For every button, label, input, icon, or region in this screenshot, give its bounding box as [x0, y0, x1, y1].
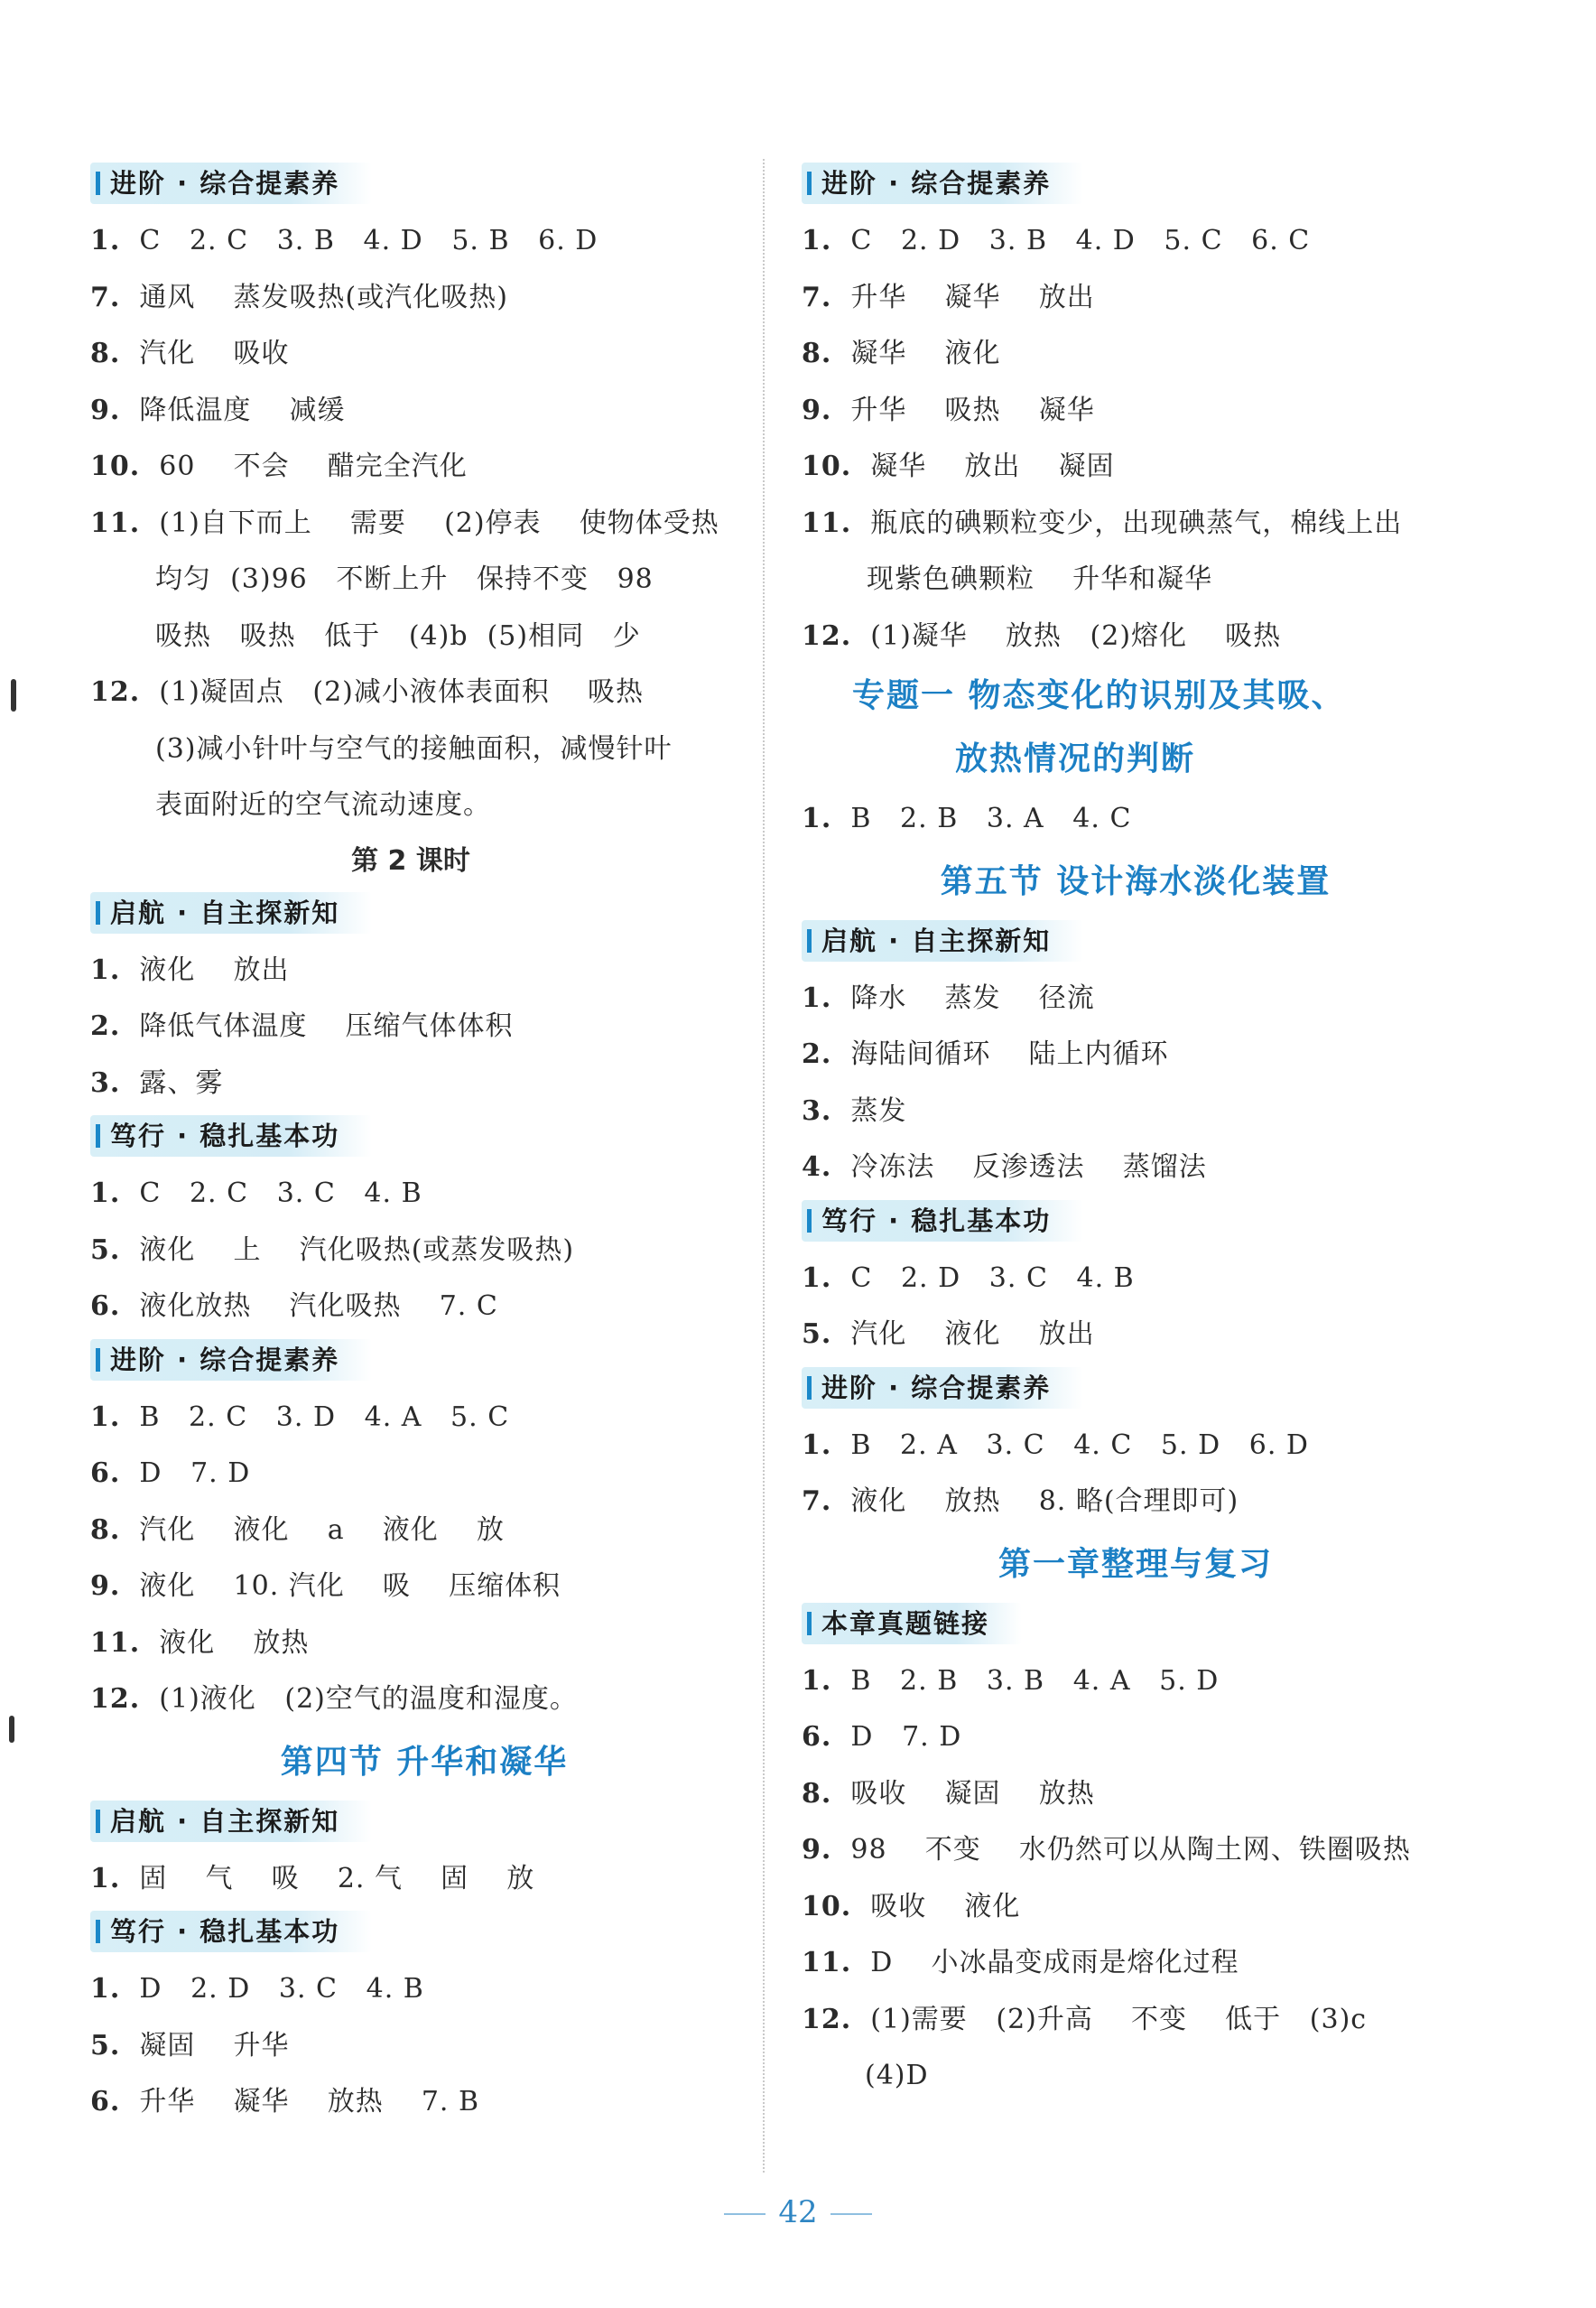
question-number: 1.: [802, 225, 832, 256]
question-number: 1.: [802, 803, 832, 834]
question-number: 1.: [802, 1261, 832, 1294]
answer-text: 液化 上 汽化吸热(或蒸发吸热): [139, 1233, 575, 1266]
answer-line: [802, 1935, 1470, 1992]
answer-text: 凝固 升华: [139, 2029, 290, 2061]
answer-line: [90, 1056, 758, 1112]
answer-text: 升华 凝华 放热 7. B: [139, 2086, 480, 2117]
answer-text: D 7. D: [850, 1721, 962, 1753]
answer-text: 降低温度 减缓: [139, 394, 346, 426]
left-column: [90, 159, 758, 2131]
answer-text: 冷冻法 反渗透法 蒸馏法: [850, 1151, 1207, 1183]
question-number: 1.: [802, 1664, 832, 1697]
question-number: 8.: [90, 338, 121, 369]
answer-text: C 2. D 3. C 4. B: [850, 1261, 1135, 1294]
question-number: 1.: [802, 1429, 832, 1461]
section-heading: 第五节 设计海水淡化装置: [940, 862, 1332, 900]
page-number-value: 42: [778, 2194, 818, 2230]
answer-line: [802, 1140, 1470, 1196]
answer-line: [90, 1166, 758, 1223]
question-number: 3.: [90, 1066, 121, 1099]
section-tag: 本章真题链接: [802, 1603, 1022, 1644]
topic-heading-line2: 放热情况的判断: [955, 740, 1196, 777]
answer-text: 凝华 液化: [850, 338, 1001, 369]
answer-continuation: 吸热 吸热 低于 (4)b (5)相同 少: [155, 619, 641, 652]
answer-text: 液化 放热 8. 略(合理即可): [850, 1485, 1239, 1517]
question-number: 9.: [90, 1570, 121, 1602]
answer-text: 液化 放热: [159, 1626, 310, 1659]
question-number: 8.: [802, 338, 832, 369]
answer-text: 汽化 吸收: [139, 338, 290, 369]
answer-text: (1)液化 (2)空气的温度和湿度。: [159, 1683, 578, 1715]
answer-text: (1)凝华 放热 (2)熔化 吸热: [870, 619, 1282, 652]
question-number: 12.: [90, 676, 141, 708]
question-number: 11.: [90, 1626, 141, 1659]
answer-text: 汽化 液化 a 液化 放: [139, 1513, 505, 1546]
topic-heading-line1: 专题一 物态变化的识别及其吸、: [852, 677, 1346, 714]
answer-line: [90, 1446, 758, 1503]
answer-line: [90, 496, 758, 553]
section-heading: 第四节 升华和凝华: [280, 1743, 569, 1781]
answer-line: [802, 1307, 1470, 1363]
answer-line: [90, 326, 758, 383]
answer-line: [90, 1961, 758, 2018]
answer-text: B 2. B 3. A 4. C: [850, 803, 1132, 834]
answer-continuation: (3)减小针叶与空气的接触面积，减慢针叶: [155, 732, 673, 765]
answer-text: 露、雾: [139, 1066, 224, 1099]
question-number: 11.: [802, 1947, 852, 1978]
answer-line: [802, 1418, 1470, 1475]
answer-line: [802, 213, 1470, 270]
answer-line: [90, 1671, 758, 1728]
answer-line: [802, 971, 1470, 1028]
question-number: 2.: [802, 1038, 832, 1070]
section-tag: 启航 · 自主探新知: [802, 920, 1083, 962]
section-tag: 笃行 · 稳扎基本功: [802, 1200, 1083, 1242]
answer-line: [802, 1766, 1470, 1823]
answer-line: [802, 1084, 1470, 1140]
answer-continuation: (4)D: [865, 2060, 929, 2091]
answer-line: [90, 665, 758, 721]
question-number: 6.: [90, 2086, 121, 2117]
dash-left: [724, 2213, 766, 2215]
answer-line: [90, 1390, 758, 1447]
answer-line: [90, 2074, 758, 2131]
answer-text: C 2. C 3. B 4. D 5. B 6. D: [139, 225, 598, 256]
answer-line: [802, 1709, 1470, 1766]
answer-line: [90, 1223, 758, 1280]
answer-text: B 2. C 3. D 4. A 5. C: [139, 1401, 510, 1433]
section-tag: 启航 · 自主探新知: [90, 1801, 372, 1842]
answer-line: [90, 943, 758, 1000]
answer-text: 通风 蒸发吸热(或汽化吸热): [139, 281, 508, 313]
question-number: 5.: [90, 1233, 121, 1266]
answer-line: [802, 1879, 1470, 1936]
answer-line: [90, 270, 758, 327]
question-number: 7.: [802, 1485, 832, 1517]
question-number: 11.: [90, 507, 141, 539]
answer-text: (1)凝固点 (2)减小液体表面积 吸热: [159, 676, 645, 708]
answer-text: 吸收 凝固 放热: [850, 1777, 1095, 1810]
question-number: 3.: [802, 1094, 832, 1127]
answer-line: [802, 1251, 1470, 1308]
question-number: 8.: [90, 1513, 121, 1546]
answer-line: [802, 1822, 1470, 1879]
answer-line: [90, 1559, 758, 1615]
answer-line: [90, 1615, 758, 1672]
question-number: 1.: [90, 954, 121, 986]
question-number: 12.: [802, 2003, 852, 2035]
answer-text: 降水 蒸发 径流: [850, 982, 1095, 1014]
answer-text: 升华 吸热 凝华: [850, 394, 1095, 426]
question-number: 4.: [802, 1151, 832, 1183]
answer-text: (1)自下而上 需要 (2)停表 使物体受热: [159, 507, 719, 539]
answer-text: 液化 10. 汽化 吸 压缩体积: [139, 1570, 561, 1602]
answer-text: 降低气体温度 压缩气体体积: [139, 1010, 514, 1042]
answer-text: 98 不变 水仍然可以从陶土网、铁圈吸热: [850, 1834, 1411, 1866]
answer-line: [802, 1653, 1470, 1710]
question-number: 7.: [802, 281, 832, 313]
answer-text: B 2. B 3. B 4. A 5. D: [850, 1664, 1220, 1697]
answer-line: [90, 1279, 758, 1335]
question-number: 12.: [90, 1683, 141, 1715]
question-number: 1.: [90, 1973, 121, 2005]
answer-continuation: 表面附近的空气流动速度。: [155, 789, 491, 821]
page-number: [0, 2194, 1596, 2230]
answer-continuation: 均匀 (3)96 不断上升 保持不变 98: [155, 563, 654, 595]
scan-mark: [11, 679, 16, 712]
answer-line: [802, 496, 1470, 553]
right-column: [802, 159, 1470, 2105]
question-number: 5.: [802, 1318, 832, 1350]
question-number: 2.: [90, 1010, 121, 1042]
question-number: 1.: [90, 1862, 121, 1894]
section-tag: 进阶 · 综合提素养: [90, 163, 372, 204]
answer-text: 升华 凝华 放出: [850, 281, 1095, 313]
dash-right: [830, 2213, 872, 2215]
section-tag: 笃行 · 稳扎基本功: [90, 1115, 372, 1157]
question-number: 9.: [802, 1834, 832, 1866]
question-number: 1.: [802, 982, 832, 1014]
section-tag: 笃行 · 稳扎基本功: [90, 1911, 372, 1952]
answer-text: 海陆间循环 陆上内循环: [850, 1038, 1169, 1070]
answer-text: D 小冰晶变成雨是熔化过程: [870, 1947, 1239, 1978]
question-number: 6.: [90, 1290, 121, 1322]
answer-line: [90, 2018, 758, 2075]
question-number: 1.: [90, 1177, 121, 1209]
answer-line: [90, 1503, 758, 1559]
question-number: 6.: [90, 1457, 121, 1489]
answer-text: 固 气 吸 2. 气 固 放: [139, 1862, 535, 1894]
answer-line: [802, 383, 1470, 440]
question-number: 10.: [802, 1890, 852, 1922]
answer-line: [802, 1992, 1470, 2049]
question-number: 1.: [90, 1401, 121, 1433]
answer-text: 蒸发: [850, 1094, 907, 1127]
section-tag: 进阶 · 综合提素养: [90, 1339, 372, 1381]
answer-text: D 7. D: [139, 1457, 251, 1489]
answer-text: 瓶底的碘颗粒变少，出现碘蒸气，棉线上出: [870, 507, 1403, 539]
answer-line: [802, 270, 1470, 327]
answer-line: [802, 439, 1470, 496]
question-number: 1.: [90, 225, 121, 256]
question-number: 7.: [90, 281, 121, 313]
answer-text: 60 不会 醋完全汽化: [159, 451, 468, 482]
question-number: 8.: [802, 1777, 832, 1810]
answer-line: [802, 326, 1470, 383]
column-divider: [763, 159, 765, 2173]
lesson-heading: 第 2 课时: [351, 844, 470, 877]
answer-line: [90, 1851, 758, 1908]
answer-text: 液化 放出: [139, 954, 290, 986]
answer-text: 液化放热 汽化吸热 7. C: [139, 1290, 498, 1322]
answer-line: [90, 213, 758, 270]
question-number: 6.: [802, 1721, 832, 1753]
answer-continuation: 现紫色碘颗粒 升华和凝华: [867, 563, 1213, 595]
answer-text: 汽化 液化 放出: [850, 1318, 1095, 1350]
topic-heading: [802, 665, 1470, 791]
question-number: 12.: [802, 619, 852, 652]
answer-line: [802, 1027, 1470, 1084]
scan-mark: [9, 1716, 14, 1743]
section-tag: 启航 · 自主探新知: [90, 892, 372, 934]
answer-text: D 2. D 3. C 4. B: [139, 1973, 424, 2005]
answer-line: [802, 1474, 1470, 1531]
question-number: 9.: [802, 394, 832, 426]
answer-line: [802, 609, 1470, 665]
section-heading: 第一章整理与复习: [998, 1545, 1273, 1583]
answer-text: 凝华 放出 凝固: [870, 451, 1115, 482]
question-number: 10.: [90, 451, 141, 482]
answer-line: [90, 999, 758, 1056]
question-number: 11.: [802, 507, 852, 539]
answer-text: C 2. D 3. B 4. D 5. C 6. C: [850, 225, 1311, 256]
answer-text: (1)需要 (2)升高 不变 低于 (3)c: [870, 2003, 1368, 2035]
answer-line: [90, 383, 758, 440]
question-number: 5.: [90, 2029, 121, 2061]
question-number: 10.: [802, 451, 852, 482]
answer-line: [802, 791, 1470, 848]
answer-line: [90, 439, 758, 496]
question-number: 9.: [90, 394, 121, 426]
answer-text: C 2. C 3. C 4. B: [139, 1177, 422, 1209]
answer-text: 吸收 液化: [870, 1890, 1021, 1922]
section-tag: 进阶 · 综合提素养: [802, 1367, 1083, 1409]
answer-text: B 2. A 3. C 4. C 5. D 6. D: [850, 1429, 1309, 1461]
section-tag: 进阶 · 综合提素养: [802, 163, 1083, 204]
